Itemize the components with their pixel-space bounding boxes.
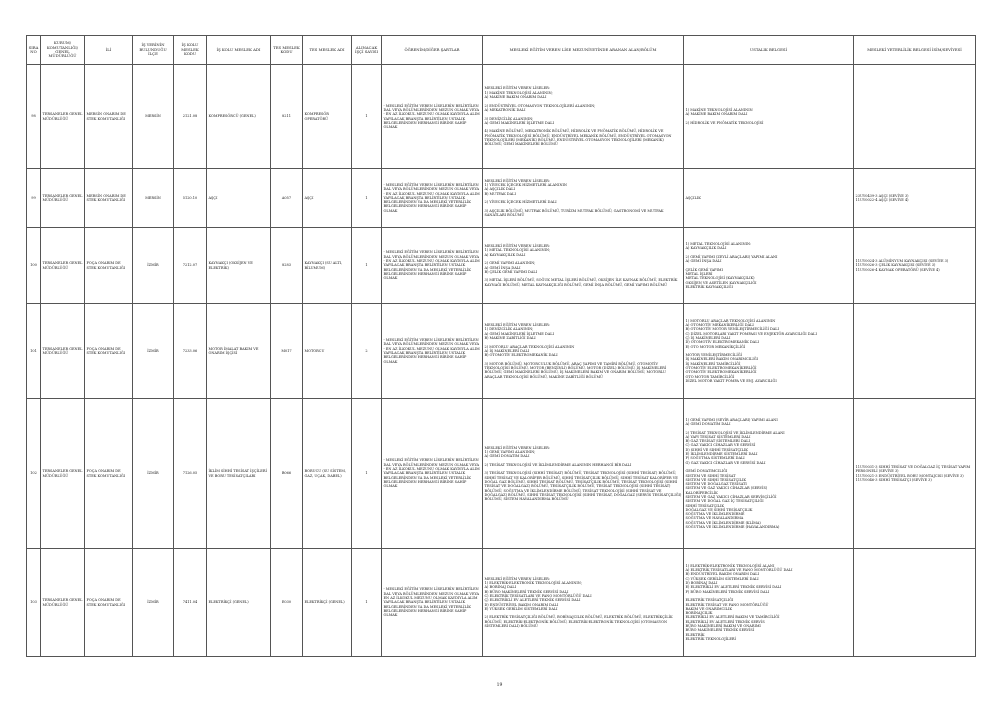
header-meslek-kodu: İŞ KOLU MESLEK KODU (174, 36, 207, 65)
cell-yeterlilik: 11UY0031-3 SIHHİ TESİSAT VE DOĞALGAZ İÇ TESİSAT YAPIM PERSONELİ (SEVİYE 3) 11UY0021-3 ENDÜSTRİYEL BORU MONTAJCISI (SEVİYE 3) 11UY0046-3 SIHHİ TESİSATÇI (SEVİYE 3) (854, 399, 976, 549)
cell-sira: 100 (27, 228, 41, 304)
cell-ogrenim: - MESLEKİ EĞİTİM VEREN LİSELERİN BELİRTİLEN DAL VEYA BÖLÜMLERİNDEN MEZUN OLMAK VEYA EN AZ İLKOKUL MEZUNU OLMAK KAYDIYLA ALIM YAPILACAK BRANŞTA BELİRTİLEN USTALIK BELGELERİNDEN YA DA MESLEKİ YETERLİLİK BELGELERİNDEN HERHANGİ BİRİNE SAHİP OLMAK (382, 549, 483, 657)
cell-ilce: İZMİR (133, 304, 174, 399)
cell-tes-kodu: A057 (271, 169, 303, 228)
cell-mesleki-egitim: MESLEKİ EĞİTİM VEREN LİSELER: 1) DENİZCİLİK ALANININ; A) GEMİ MAKİNELERİ İŞLETME DALI B) MAKİNE ZABİTLİĞİ DALI 2) MOTORLU ARAÇLAR TEKNOLOJİSİ ALANININ A) İŞ MAKİNELERİ DALI B) OTOMOTİV ELEKTROMEKANİK DALI 3) MOTOR BÖLÜMÜ, MOTORCULUK BÖLÜMÜ, ARAÇ YAPIMI VE TAMİRİ BÖLÜMÜ, OTOMOTİV TEKNOLOJİSİ BÖLÜMÜ, MOTOR (BENZİNLİ) BÖLÜMÜ, MOTOR (DİZEL) BÖLÜMÜ, İŞ MAKİNELERİ BÖLÜMÜ, GEMİ MAKİNELERİ BÖLÜMÜ, İŞ MAKİNELERİ BAKIM VE ONARIM BÖLÜMÜ, MOTORLU ARAÇLAR TEKNOLOJİSİ BÖLÜMÜ, MAKİNE ZABİTLİĞİ BÖLÜMÜ (483, 304, 684, 399)
cell-yeterlilik (854, 65, 976, 169)
cell-tes-adi: AŞÇI (303, 169, 352, 228)
cell-tes-adi: ELEKTRİKÇİ (GENEL) (303, 549, 352, 657)
header-ili: İLİ (85, 36, 133, 65)
cell-sira: 101 (27, 304, 41, 399)
cell-mesleki-egitim: MESLEKİ EĞİTİM VEREN LİSELER: 1) MAKİNE TEKNOLOJİSİ ALANININ; A) MAKİNE BAKIM ONARIM DALI 2) ENDÜSTRİYEL OTOMASYON TEKNOLOJİLERİ ALANININ; A) MEKATRONİK DALI 3) DENİZCİLİK ALANININ; A) GEMİ MAKİNELERİ İŞLETME DALI 4) MAKİNE BÖLÜMÜ, MEKATRONİK BÖLÜMÜ, HİDROLİK VE PNÖMATİK BÖLÜMÜ, HİDROLİK VE PNÖMATİK TEKNOLOJİSİ BÖLÜMÜ, ENDÜSTRİYEL MEKANİK BÖLÜMÜ, ENDÜSTRİYEL OTOMASYON TEKNOLOJİLERİ (MEKANİK) BÖLÜMÜ, ENDÜSTRİYEL OTOMASYON TEKNOLOJİLERİ (MEKANİK) BÖLÜMÜ, GEMİ MAKİNELERİ BÖLÜMÜ (483, 65, 684, 169)
cell-ustalik: 1) ELEKTRİK-ELEKTRONİK TEKNOLOJİSİ ALANI A) ELEKTRİK TESİSATLARI VE PANO MONTÖRLÜĞÜ DALI B) ENDÜSTRİYEL BAKIM ONARIM DALI C) YÜKSEK GERİLİM SİSTEMLERİ DALI D) BOBİNAJ DALI E) ELEKTRİKLİ EV ALETLERİ TEKNİK SERVİSİ DALI F) BÜRO MAKİNELERİ TEKNİK SERVİSİ DALI ELEKTRİK TESİSATÇILIĞI ELEKTRİK TESİSAT VE PANO MONTÖRLÜĞÜ BAKIM VE ONARIMCILIK BOBİNAJCILIK ELEKTRİKLİ EV ALETLERİ BAKIM VE TAMİRCİLİĞİ ELEKTRİKLİ EV ALETLERİ TEKNİK SERVİS BÜRO MAKİNELERİ BAKIM VE ONARIMI BÜRO MAKİNELERİ TEKNİK SERVİSİ ELEKTRİK ELEKTRİK TEKNOLOJİLERİ (684, 549, 854, 657)
cell-meslek-kodu: 7212.07 (174, 228, 207, 304)
table-row (27, 169, 976, 228)
header-sira-no: SIRA NO (27, 36, 41, 65)
cell-ili: FOÇA ONARIM DE STEK KOMUTANLIĞI (85, 304, 133, 399)
cell-ogrenim: - MESLEKİ EĞİTİM VEREN LİSELERİN BELİRTİLEN DAL VEYA BÖLÜMLERİNDEN MEZUN OLMAK VEYA - EN AZ İLKOKUL MEZUNU OLMAK KAYDIYLA ALIM YAPILACAK BRANŞTA BELİRTİLEN USTALIK BELGELERİNDEN HERHANGİ BİRİNE SAHİP OLMAK (382, 304, 483, 399)
cell-tes-kodu: B066 (271, 399, 303, 549)
cell-kurum: TERSANELER GENEL MÜDÜRLÜĞÜ (41, 65, 85, 169)
cell-ilce: İZMİR (133, 399, 174, 549)
cell-ili: FOÇA ONARIM DE STEK KOMUTANLIĞI (85, 399, 133, 549)
cell-tes-kodu: E030 (271, 549, 303, 657)
cell-alinacak: 2 (352, 304, 382, 399)
cell-yeterlilik (854, 304, 976, 399)
cell-tes-adi: KAYNAKÇI (SU ALTI, BİLUMUM) (303, 228, 352, 304)
cell-meslek-kodu: 5120.10 (174, 169, 207, 228)
table-header-row (27, 36, 976, 65)
cell-mesleki-egitim: MESLEKİ EĞİTİM VEREN LİSELER: 1) ELEKTRİK-ELEKTRONİK TEKNOLOJİSİ ALANININ; A) BOBİNAJ DALI B) BÜRO MAKİNELERİ TEKNİK SERVİSİ DALI C) ELEKTRİK TESİSATLARI VE PANO MONTÖRLÜĞÜ DALI Ç) ELEKTRİKLİ EV ALETLERİ TEKNİK SERVİSİ DALI D) ENDÜSTRİYEL BAKIM ONARIM DALI E) YÜKSEK GERİLİM SİSTEMLERİ DALI 2) ELEKTRİK TESİSATÇILIĞI BÖLÜMÜ, BOBİNAJCILIK BÖLÜMÜ, ELEKTRİK BÖLÜMÜ, ELEKTRİKÇİLİK BÖLÜMÜ, ELEKTRİK-ELEKTRONİK BÖLÜMÜ, ELEKTRİK-ELEKTRONİK TEKNOLOJİSİ (OTOMASYON SİSTEMLERİ DALI) BÖLÜMÜ (483, 549, 684, 657)
cell-sira: 102 (27, 399, 41, 549)
cell-meslek-adi: KOMPRESÖRCÜ (GENEL) (207, 65, 271, 169)
cell-ustalik: AŞÇILIK (684, 169, 854, 228)
cell-kurum: TERSANELER GENEL MÜDÜRLÜĞÜ (41, 399, 85, 549)
cell-alinacak: 1 (352, 228, 382, 304)
cell-alinacak: 1 (352, 549, 382, 657)
cell-ilce: MERSİN (133, 169, 174, 228)
table-row (27, 304, 976, 399)
cell-meslek-adi: ELEKTRİKÇİ (GENEL) (207, 549, 271, 657)
header-yeterlilik: MESLEKİ YETERLİLİK BELGESİ İSİM/SEVİYESİ (854, 36, 976, 65)
cell-ili: FOÇA ONARIM DE STEK KOMUTANLIĞI (85, 549, 133, 657)
table-row (27, 399, 976, 549)
header-mesleki-egitim: MESLEKİ EĞİTİM VEREN LİSE MEZUNİYETİNDE ARANAN ALAN/BÖLÜM (483, 36, 684, 65)
cell-ili: MERSİN ONARIM DE STEK KOMUTANLIĞI (85, 65, 133, 169)
cell-meslek-adi: KAYNAKÇI (OKSİJEN VE ELEKTRİK) (207, 228, 271, 304)
cell-sira: 98 (27, 65, 41, 169)
cell-tes-kodu: 8211 (271, 65, 303, 169)
cell-mesleki-egitim: MESLEKİ EĞİTİM VEREN LİSELER: 1) GEMİ YAPIMI ALANININ; A) GEMİ DONATIM DALI 2) TESİSAT TEKNOLOJİSİ VE İKLİMLENDİRME ALANININ HERHANGİ BİR DALI 3) TESİSAT TEKNOLOJİSİ (SIHHİ TESİSAT) BÖLÜMÜ, TESİSAT TEKNOLOJİSİ (SIHHİ TESİSAT) BÖLÜMÜ, SIHHİ TESİSAT VE KALORİFER BÖLÜMÜ, SIHHİ TESİSATÇILIK BÖLÜMÜ, SIHHİ TESİSAT KALORİFER VE DOĞAL GAZ BÖLÜMÜ, SIHHİ TESİSAT BÖLÜMÜ, TESİSATÇILIK BÖLÜMÜ, TESİSAT TEKNOLOJİSİ (SIHHİ TESİSAT VE DOĞALGAZ) BÖLÜMÜ, TESİSATÇILIK BÖLÜMÜ, TESİSAT TEKNOLOJİSİ (SIHHİ TESİSAT) BÖLÜMÜ, SOĞUTMA VE İKLİMLENDİRME BÖLÜMÜ, TESİSAT TEKNOLOJİSİ (SIHHİ TESİSAT VE DOĞALGAZ) BÖLÜMÜ, SIHHİ TESİSAT TEKNOLOJİSİ (SIHHİ TESİSAT, DOĞALGAZ (SERVİS TESİSATÇILIĞI) BÖLÜMÜ, SİSTEM HAVALANDIRMA BÖLÜMÜ (483, 399, 684, 549)
cell-meslek-kodu: 7126.05 (174, 399, 207, 549)
header-meslek-adi: İŞ KOLU MESLEK ADI (207, 36, 271, 65)
cell-tes-adi: KOMPRESÖR OPERATÖRÜ (303, 65, 352, 169)
cell-alinacak: 1 (352, 169, 382, 228)
header-kurum: KURUM/ KOMUTANLIĞI/ GENEL MÜDÜRLÜĞÜ (41, 36, 85, 65)
header-tes-adi: TES MESLEK ADI (303, 36, 352, 65)
cell-meslek-adi: AŞÇI (207, 169, 271, 228)
cell-ustalik: 1) METAL TEKNOLOJİSİ ALANININ: A) KAYNAKÇILIK DALI 2) GEMİ YAPIMI (ZEYLİ ARAÇLARI) YAPIMI ALANI A) GEMİ İNŞA DALI ÇELİK GEMİ YAPIMI METAL İŞLERİ METAL TEKNOLOJİSİ (KAYNAKÇILIK) OKSİJEN VE ASETİLEN KAYNAKÇILIĞI ELEKTRİK KAYNAKÇILIĞI (684, 228, 854, 304)
cell-kurum: TERSANELER GENEL MÜDÜRLÜĞÜ (41, 549, 85, 657)
cell-kurum: TERSANELER GENEL MÜDÜRLÜĞÜ (41, 304, 85, 399)
cell-yeterlilik: 23UY0439-3 AŞÇI (SEVİYE 3) 11UY0022-4 AŞÇI (SEVİYE 4) (854, 169, 976, 228)
cell-yeterlilik: 11UY0024-3 ALÜMİNYUM KAYNAKÇISI (SEVİYE 3) 11UY0026-3 ÇELİK KAYNAKÇISI (SEVİYE 3) 11UY0026-4 KAYNAK OPERATÖRÜ (SEVİYE 4) (854, 228, 976, 304)
cell-ilce: MERSİN (133, 65, 174, 169)
header-tes-kodu: TES MESLEK KODU (271, 36, 303, 65)
header-ustalik: USTALIK BELGESİ (684, 36, 854, 65)
cell-ilce: İZMİR (133, 228, 174, 304)
table-row (27, 228, 976, 304)
cell-tes-kodu: M017 (271, 304, 303, 399)
cell-meslek-kodu: 7411.04 (174, 549, 207, 657)
cell-tes-adi: MOTORCU (303, 304, 352, 399)
cell-kurum: TERSANELER GENEL MÜDÜRLÜĞÜ (41, 169, 85, 228)
cell-yeterlilik (854, 549, 976, 657)
cell-sira: 99 (27, 169, 41, 228)
cell-kurum: TERSANELER GENEL MÜDÜRLÜĞÜ (41, 228, 85, 304)
cell-sira: 103 (27, 549, 41, 657)
cell-ustalik: 1) MOTORLU ARAÇLAR TEKNOLOJİSİ ALANININ A) OTOMOTİV MEKANİKERLİĞİ DALI B) OTOMOTİV MOTOR YENİLEŞTİRMECİLİĞİ DALI C) DİZEL MOTORLARI YAKIT POMPASI VE ENJEKTÖR AYARCILIĞI DALI Ç) İŞ MAKİNELERİ DALI D) OTOMOTİV ELEKTROMEKANİK DALI E) OTO MOTOR MEKANİKÇİLİĞİ MOTOR YENİLEŞTİRMECİLİĞİ İŞ MAKİNELERİ BAKIM ONARIMCILIĞI İŞ MAKİNELERİ TAMİRCİLİĞİ OTOMOTİV ELEKTROMEKANİKERLİĞİ OTOMOTİV ELEKTROMEKANİKERLİĞİ OTO MOTOR TAMİRCİLİĞİ DİZEL MOTOR YAKIT POMPA VE ENJ. AYARCILIĞI (684, 304, 854, 399)
header-ilce: İŞ YERİNİN BULUNDUĞU İLÇE (133, 36, 174, 65)
cell-mesleki-egitim: MESLEKİ EĞİTİM VEREN LİSELER: 1) METAL TEKNOLOJİSİ ALANININ; A) KAYNAKÇILIK DALI 2) GEMİ YAPIMI ALANININ; A) GEMİ İNŞA DALI B) ÇELİK GEMİ YAPIMI DALI 3) METAL İŞLERİ BÖLÜMÜ, SOĞUK METAL İŞLERİ BÖLÜMÜ, OKSİJEN İLE KAYNAK BÖLÜMÜ, ELEKTRİK KAYNAĞI BÖLÜMÜ, METAL KAYNAKÇILIĞI BÖLÜMÜ, GEMİ İNŞA BÖLÜMÜ, GEMİ YAPIMI BÖLÜMÜ (483, 228, 684, 304)
header-ogrenim: ÖĞRENİM/DİĞER ŞARTLAR (382, 36, 483, 65)
cell-ilce: İZMİR (133, 549, 174, 657)
cell-ili: MERSİN ONARIM DE STEK KOMUTANLIĞI (85, 169, 133, 228)
cell-meslek-adi: İKLİM SİHHİ TESİSAT İŞÇİLERİ VE BORU TESİSATÇILARI (207, 399, 271, 549)
cell-ili: FOÇA ONARIM DE STEK KOMUTANLIĞI (85, 228, 133, 304)
cell-ustalik: 1) MAKİNE TEKNOLOJİSİ ALANININ A) MAKİNE BAKIM ONARIM DALI 2) HİDROLİK VE PNÖMATİK TEKNOLOJİSİ (684, 65, 854, 169)
cell-meslek-kodu: 7233.06 (174, 304, 207, 399)
table-row (27, 65, 976, 169)
cell-ogrenim: - MESLEKİ EĞİTİM VEREN LİSELERİN BELİRTİLEN DAL VEYA BÖLÜMLERİNDEN MEZUN OLMAK VEYA - EN AZ İLKOKUL MEZUNU OLMAK KAYDIYLA ALIM YAPILACAK BRANŞTA BELİRTİLEN USTALIK BELGELERİNDEN YA DA MESLEKİ YETERLİLİK BELGELERİNDEN HERHANGİ BİRİNE SAHİP OLMAK (382, 228, 483, 304)
cell-meslek-kodu: 2121.08 (174, 65, 207, 169)
cell-meslek-adi: MOTOR İMALAT BAKIM VE ONARIM İŞÇİSİ (207, 304, 271, 399)
header-alinacak: ALINACAK İŞÇİ SAYISI (352, 36, 382, 65)
cell-alinacak: 1 (352, 65, 382, 169)
cell-ogrenim: - MESLEKİ EĞİTİM VEREN LİSELERİN BELİRTİLEN DAL VEYA BÖLÜMLERİNDEN MEZUN OLMAK VEYA - EN AZ İLKOKUL MEZUNU OLMAK KAYDIYLA ALIM YAPILACAK BRANŞTA BELİRTİLEN USTALIK BELGELERİNDEN YA DA MESLEKİ YETERLİLİK BELGELERİNDEN HERHANGİ BİRİNE SAHİP OLMAK (382, 169, 483, 228)
cell-alinacak: 1 (352, 399, 382, 549)
cell-ogrenim: - MESLEKİ EĞİTİM VEREN LİSELERİN BELİRTİLEN DAL VEYA BÖLÜMLERİNDEN MEZUN OLMAK VEYA - EN AZ İLKOKUL MEZUNU OLMAK KAYDIYLA ALIM YAPILACAK BRANŞTA BELİRTİLEN USTALIK BELGELERİNDEN YA DA MESLEKİ YETERLİLİK BELGELERİNDEN HERHANGİ BİRİNE SAHİP OLMAK (382, 399, 483, 549)
cell-tes-adi: BORUCU (SU SİSTEM, GAZ, UÇAK, DABEL) (303, 399, 352, 549)
cell-tes-kodu: 8283 (271, 228, 303, 304)
cell-mesleki-egitim: MESLEKİ EĞİTİM VEREN LİSELER: 1) YİYECEK İÇECEK HİZMETLERİ ALANININ A) AŞÇILIK DALI B) MUTFAK DALI 2) YİYECEK İÇECEK HİZMETLERİ DALI 3) AŞÇILIK BÖLÜMÜ, MUTFAK BÖLÜMÜ, TURİZM MUTFAK BÖLÜMÜ, GASTRONOMİ VE MUTFAK SANATLARI BÖLÜMÜ (483, 169, 684, 228)
positions-table (26, 35, 976, 657)
cell-ustalik: 1) GEMİ YAPIMI (SEYİR ARAÇLARI) YAPIMI ALANI A) GEMİ DONATIM DALI 2) TESİSAT TEKNOLOJİSİ VE İKLİMLENDİRME ALANI A) YAPI TESİSAT SİSTEMLERİ DALI B) GAZ TESİSAT SİSTEMLERİ DALI C) GAZ YAKICI CİHAZLAR VE SERVİSİ D) SIHHİ VE SIHHİ TESİSATÇILIK E) İKLİMLENDİRME SİSTEMLERİ DALI F) SOĞUTMA SİSTEMLERİ DALI G) GAZ YAKICI CİHAZLAR VE SERVİSİ DALI GEMİ DONATIMCILIĞI SISTEM VE SIHHİ TESİSAT SISTEM VE SIHHİ TESİSATÇILIK SISTEM VE DOĞALGAZ TESİSATI SISTEM VE GAZ YAKICI CİHAZLAR (SERVİS) KALORİFERCİLİK SISTEM VE GAZ YAKICI CİHAZLAR SERVİSÇİLİĞİ SISTEM VE DOĞAL GAZ İÇ TESİSATÇILIĞI SIHHİ TESİSATÇILIK DOĞALGAZ VE SIHHİ TESİSATÇILIK SOĞUTMA VE İKLİMLENDİRME SOĞUTMA VE HAVALANDIRMA SOĞUTMA VE İKLİMLENDİRME (KLİMA) SOĞUTMA VE İKLİMLENDİRME (HAVALANDIRMA) (684, 399, 854, 549)
page-number: 19 (496, 683, 503, 688)
table-row (27, 549, 976, 657)
cell-ogrenim: - MESLEKİ EĞİTİM VEREN LİSELERİN BELİRTİLEN DAL VEYA BÖLÜMLERİNDEN MEZUN OLMAK VEYA - EN AZ İLKOKUL MEZUNU OLMAK KAYDIYLA ALIM YAPILACAK BRANŞTA BELİRTİLEN USTALIK BELGELERİNDEN HERHANGİ BİRİNE SAHİP OLMAK (382, 65, 483, 169)
